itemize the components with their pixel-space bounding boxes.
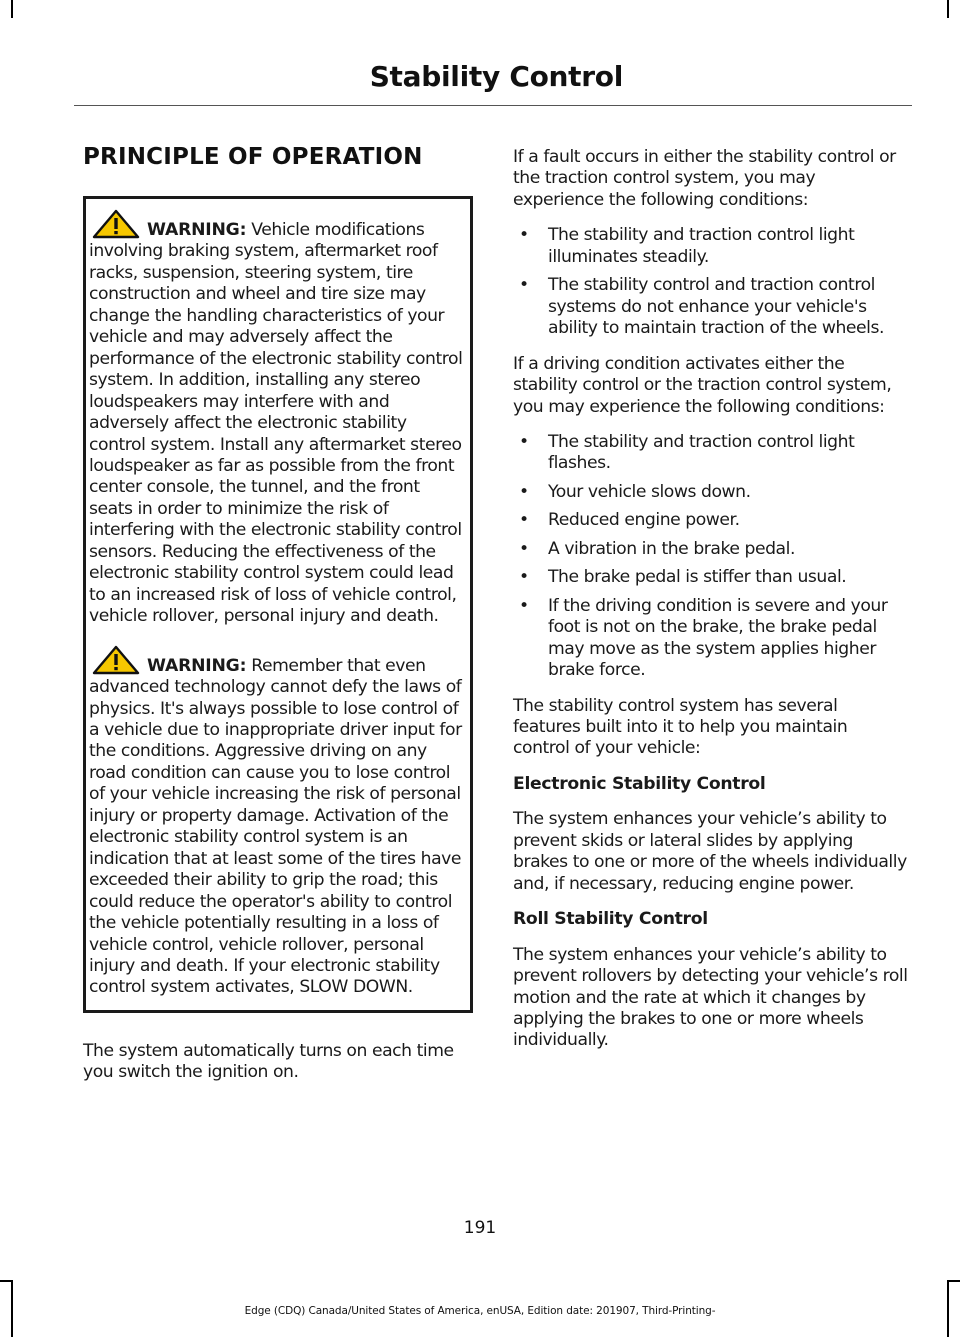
warning-triangle-icon bbox=[91, 209, 141, 239]
header-divider bbox=[74, 105, 912, 106]
activate-list bbox=[513, 432, 908, 682]
activate-intro: If a driving condition activates either the stability control or the traction control system, you may experience the following conditions: bbox=[513, 353, 892, 417]
warning-box bbox=[83, 196, 473, 1013]
crop-mark-top-left bbox=[11, 0, 13, 18]
list-item: • The brake pedal is stiffer than usual. bbox=[513, 567, 908, 588]
list-item: • A vibration in the brake pedal. bbox=[513, 539, 908, 560]
warning-2-label: WARNING: bbox=[147, 655, 247, 676]
list-item: • The stability and traction control light flashes. bbox=[513, 432, 908, 475]
list-item: • If the driving condition is severe and your foot is not on the brake, the brake pedal may move as the system applies higher brake force. bbox=[513, 596, 908, 682]
esc-paragraph: The system enhances your vehicle’s ability to prevent skids or lateral slides by applying brakes to one or more of the wheels individually and, if necessary, reducing engine power. bbox=[513, 809, 907, 894]
rsc-heading: Roll Stability Control bbox=[513, 909, 708, 930]
warning-2 bbox=[89, 645, 465, 999]
fault-list bbox=[513, 225, 908, 339]
rsc-paragraph: The system enhances your vehicle’s ability to prevent rollovers by detecting your vehicle’s roll motion and the rate at which it changes by applying the brakes to one or more wheels individually. bbox=[513, 944, 908, 1051]
warning-1-label: WARNING: bbox=[147, 220, 247, 240]
crop-mark-top-right bbox=[947, 0, 949, 18]
warning-triangle-icon bbox=[91, 645, 141, 675]
fault-intro: If a fault occurs in either the stability control or the traction control system, you may experience the following conditions: bbox=[513, 147, 896, 210]
esc-heading: Electronic Stability Control bbox=[513, 773, 766, 794]
section-title: PRINCIPLE OF OPERATION bbox=[83, 144, 423, 170]
left-column bbox=[83, 144, 473, 1098]
features-intro: The stability control system has several features built into it to help you maintain control of your vehicle: bbox=[513, 695, 848, 759]
ignition-paragraph: The system automatically turns on each time you switch the ignition on. bbox=[83, 1040, 454, 1083]
crop-mark-bottom-right-horizontal bbox=[947, 1280, 960, 1282]
list-item: • Reduced engine power. bbox=[513, 510, 908, 531]
warning-2-text: Remember that even advanced technology cannot defy the laws of physics. It's always possible to lose control of a vehicle due to inappropriate driver input for the conditions. Aggressive driving on any road condition can cause you to lose control of your vehicle increasing the risk of personal injury or property damage. Activation of the electronic stability control system is an indication that at least some of the tires have exceeded their ability to grip the road; this could reduce the operator's ability to control the vehicle potentially resulting in a loss of vehicle control, vehicle rollover, personal injury and death. If your electronic stability control system activates, SLOW DOWN. bbox=[89, 655, 462, 998]
warning-1 bbox=[89, 209, 465, 628]
right-column bbox=[513, 147, 908, 1066]
edition-footer: Edge (CDQ) Canada/United States of America, enUSA, Edition date: 201907, Third-Printing- bbox=[244, 1305, 716, 1317]
list-item: • The stability and traction control light illuminates steadily. bbox=[513, 225, 908, 268]
page-number: 191 bbox=[463, 1218, 497, 1238]
page-title: Stability Control bbox=[369, 60, 623, 93]
list-item: • The stability control and traction control systems do not enhance your vehicle's ability to maintain traction of the wheels. bbox=[513, 275, 908, 339]
crop-mark-bottom-left-horizontal bbox=[0, 1280, 13, 1282]
list-item: • Your vehicle slows down. bbox=[513, 482, 908, 503]
warning-1-text: Vehicle modifications involving braking system, aftermarket roof racks, suspension, steering system, tire construction and wheel and tire size may change the handling characteristics of your vehicle and may adversely affect the performance of the electronic stability control system. In addition, installing any stereo loudspeakers may interfere with and adversely affect the electronic stability control system. Install any aftermarket stereo loudspeaker as far as possible from the front center console, the tunnel, and the front seats in order to minimize the risk of interfering with the electronic stability control sensors. Reducing the effectiveness of the electronic stability control system could lead to an increased risk of loss of vehicle control, vehicle rollover, personal injury and death. bbox=[89, 220, 463, 627]
